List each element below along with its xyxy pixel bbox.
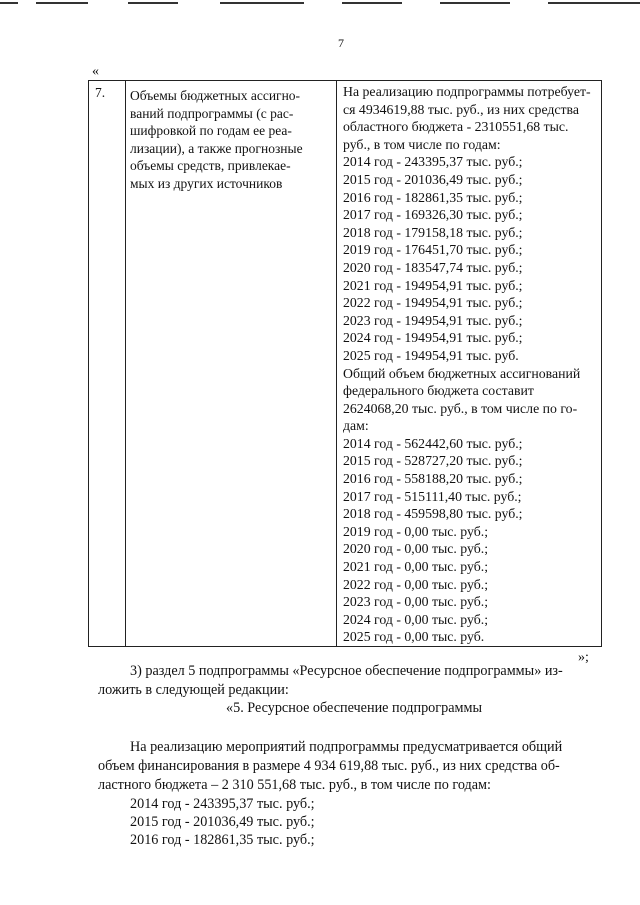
row-name-line: Объемы бюджетных ассигно-: [130, 88, 301, 103]
value-line: 2025 год - 0,00 тыс. руб.: [343, 629, 485, 645]
value-line: 2014 год - 243395,37 тыс. руб.;: [343, 154, 523, 170]
value-line: 2017 год - 515111,40 тыс. руб.;: [343, 488, 522, 504]
value-line: 2021 год - 194954,91 тыс. руб.;: [343, 277, 523, 293]
value-line: руб., в том числе по годам:: [343, 136, 501, 152]
value-line: 2023 год - 194954,91 тыс. руб.;: [343, 312, 523, 328]
year-line: 2016 год - 182861,35 тыс. руб.;: [130, 832, 315, 848]
value-line: федерального бюджета составит: [343, 383, 534, 399]
row-name-cell: [126, 81, 337, 647]
value-line: 2023 год - 0,00 тыс. руб.;: [343, 594, 489, 610]
value-line: 2016 год - 182861,35 тыс. руб.;: [343, 189, 523, 205]
value-line: 2015 год - 201036,49 тыс. руб.;: [343, 171, 523, 187]
value-line: дам:: [343, 418, 369, 434]
opening-quote: «: [92, 64, 99, 79]
item-3-line-1: 3) раздел 5 подпрограммы «Ресурсное обеспечение подпрограммы» из-: [130, 663, 563, 679]
value-line: областного бюджета - 2310551,68 тыс.: [343, 119, 569, 135]
row-name-line: ваний подпрограммы (с рас-: [130, 105, 294, 121]
year-line: 2015 год - 201036,49 тыс. руб.;: [130, 814, 315, 830]
section-title: «5. Ресурсное обеспечение подпрограммы: [226, 700, 482, 716]
value-line: 2021 год - 0,00 тыс. руб.;: [343, 559, 489, 575]
value-line: 2024 год - 194954,91 тыс. руб.;: [343, 330, 523, 346]
value-line: ся 4934619,88 тыс. руб., из них средства: [343, 101, 580, 117]
value-line: 2017 год - 169326,30 тыс. руб.;: [343, 207, 523, 223]
value-line: 2020 год - 0,00 тыс. руб.;: [343, 541, 489, 557]
value-line: Общий объем бюджетных ассигнований: [343, 365, 581, 381]
row-name-line: лизации), а также прогнозные: [130, 140, 303, 156]
paragraph-line-1: На реализацию мероприятий подпрограммы предусматривается общий: [130, 739, 563, 755]
value-line: 2025 год - 194954,91 тыс. руб.: [343, 347, 519, 363]
value-line: 2018 год - 459598,80 тыс. руб.;: [343, 506, 523, 522]
row-value-cell: [337, 81, 602, 647]
page-number: 7: [338, 36, 344, 50]
value-line: 2624068,20 тыс. руб., в том числе по го-: [343, 400, 578, 416]
row-name-line: объемы средств, привлекае-: [130, 158, 291, 174]
row-name-line: шифровкой по годам ее реа-: [130, 123, 292, 139]
item-3-line-2: ложить в следующей редакции:: [98, 682, 289, 698]
value-line: 2019 год - 176451,70 тыс. руб.;: [343, 242, 523, 258]
value-line: 2022 год - 194954,91 тыс. руб.;: [343, 295, 523, 311]
value-line: 2015 год - 528727,20 тыс. руб.;: [343, 453, 523, 469]
row-number: 7.: [89, 81, 126, 647]
value-line: На реализацию подпрограммы потребует-: [343, 84, 591, 99]
value-line: 2016 год - 558188,20 тыс. руб.;: [343, 471, 523, 487]
value-line: 2014 год - 562442,60 тыс. руб.;: [343, 435, 523, 451]
closing-quote: »;: [578, 650, 589, 665]
paragraph-line-3: ластного бюджета – 2 310 551,68 тыс. руб., в том числе по годам:: [98, 777, 491, 793]
subprogram-passport-table: [88, 80, 602, 647]
table-row: [89, 81, 602, 647]
value-line: 2020 год - 183547,74 тыс. руб.;: [343, 259, 523, 275]
value-line: 2024 год - 0,00 тыс. руб.;: [343, 611, 489, 627]
value-line: 2022 год - 0,00 тыс. руб.;: [343, 576, 489, 592]
paragraph-line-2: объем финансирования в размере 4 934 619,88 тыс. руб., из них средства об-: [98, 758, 560, 774]
value-line: 2018 год - 179158,18 тыс. руб.;: [343, 224, 523, 240]
value-line: 2019 год - 0,00 тыс. руб.;: [343, 523, 489, 539]
year-line: 2014 год - 243395,37 тыс. руб.;: [130, 796, 315, 812]
scan-top-edge: [0, 0, 640, 6]
row-name-line: мых из других источников: [130, 175, 283, 191]
